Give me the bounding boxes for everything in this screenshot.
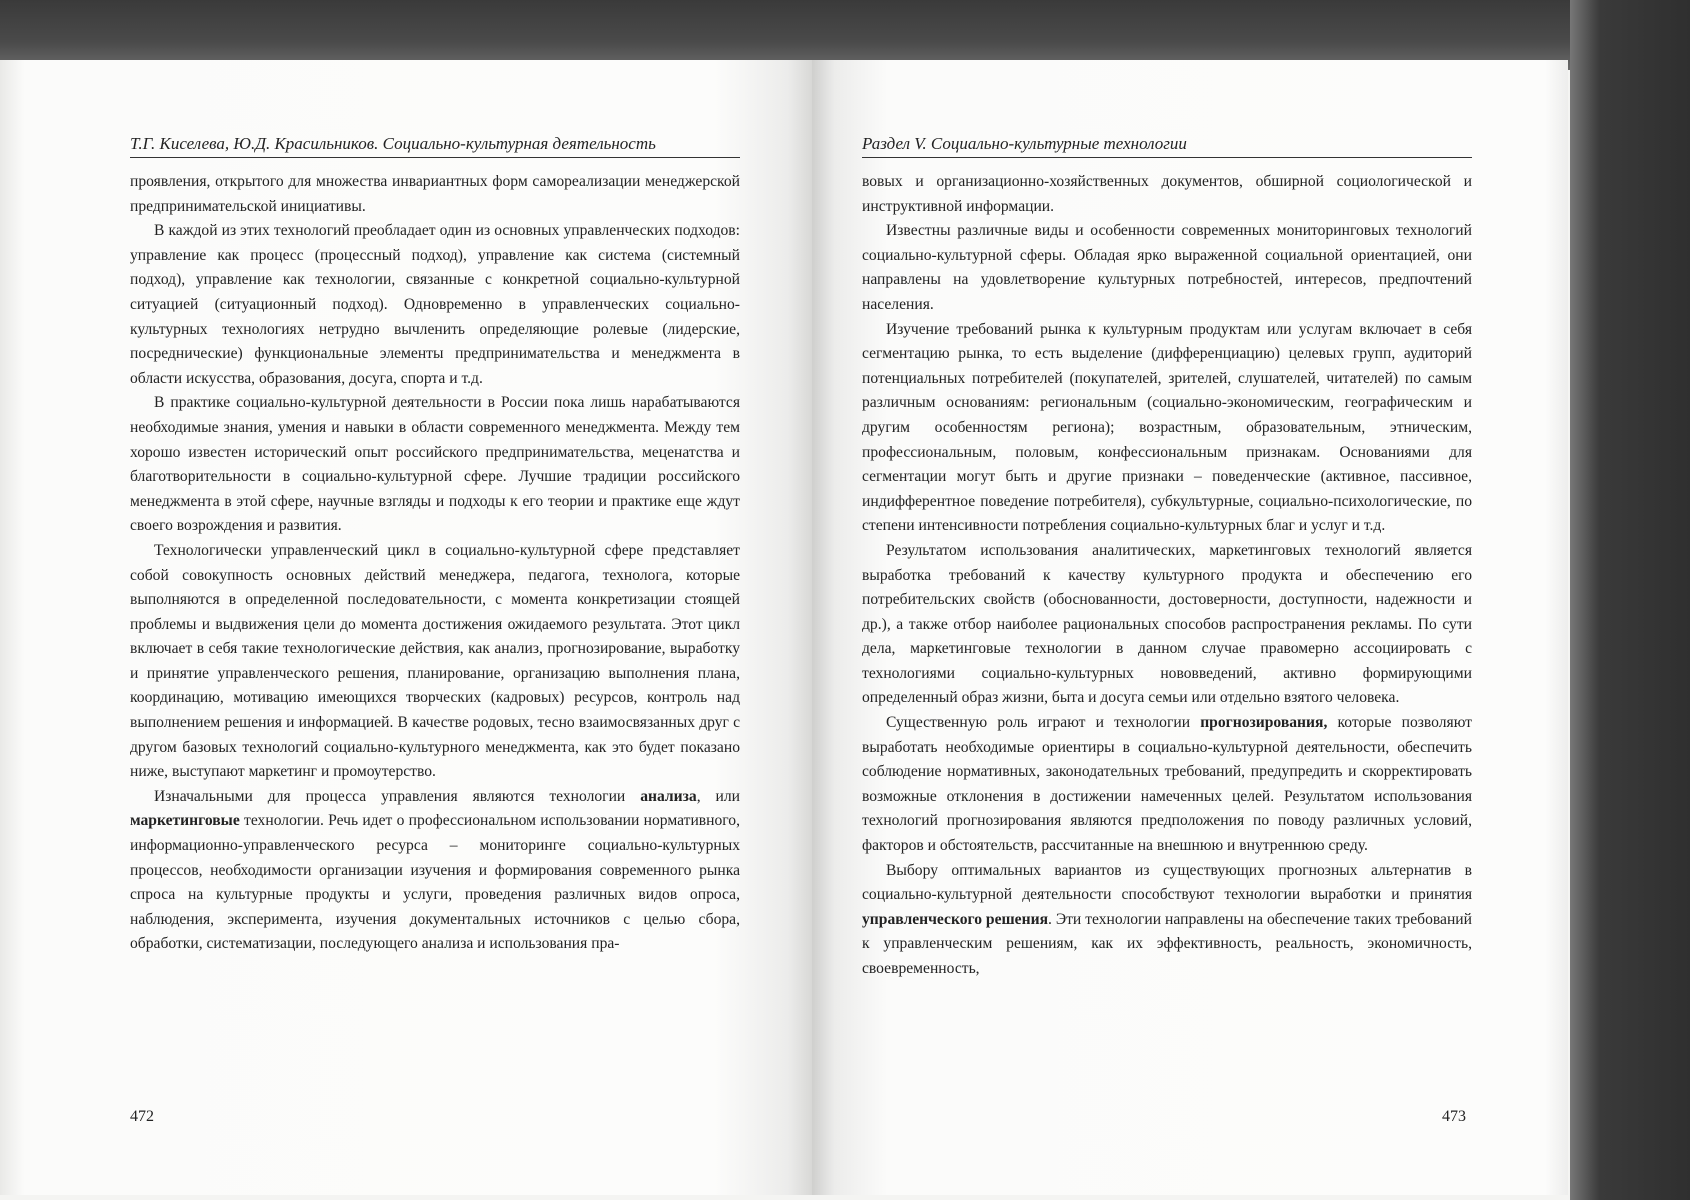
left-page-number: 472 xyxy=(130,1108,154,1125)
left-paragraph-5 xyxy=(130,785,740,957)
left-p5-bold-marketing: маркетинговые xyxy=(130,812,240,830)
right-p5-bold-forecasting: прогнозирования, xyxy=(1200,714,1328,732)
right-p6-text-a: Выбору оптимальных вариантов из существующих прогнозных альтернатив в социально-культурной деятельности способствуют технологии выработки и принятия xyxy=(862,861,1472,904)
left-page-text xyxy=(130,170,740,957)
right-p5-text-c: которые позволяют выработать необходимые ориентиры в социально-культурной деятельности, обеспечить соблюдение нормативных, законодательных требований, предупредить и скорректировать возможные отклонения в достижении намеченных целей. Результатом использования технологий прогнозирования являются предположения по поводу различных условий, факторов и обстоятельств, рассчитанные на внешнюю и внутреннюю среду. xyxy=(862,714,1472,855)
right-paragraph-6 xyxy=(862,859,1472,982)
left-page xyxy=(0,60,812,1195)
right-paragraph-3: Изучение требований рынка к культурным продуктам или услугам включает в себя сегментацию рынка, то есть выделение (дифференциацию) целевых групп, аудиторий потенциальных потребителей (покупателей, зрителей, слушателей, читателей) по самым различным основаниям: региональным (социально-экономическим, географическим и другим особенностям региона); возрастным, образовательным, этническим, профессиональным, половым, конфессиональным признакам. Основаниями для сегментации могут быть и другие признаки – поведенческие (активное, пассивное, индифферентное поведение потребителя), субкультурные, социально-психологические, по степени интенсивности потребления социально-культурных благ и услуг и т.д. xyxy=(862,320,1472,535)
right-paragraph-2: Известны различные виды и особенности современных мониторинговых технологий социально-культурной сферы. Обладая ярко выраженной социальной ориентацией, они направлены на удовлетворение культурных потребностей, интересов, предпочтений населения. xyxy=(862,222,1472,313)
left-p5-text-c: , или xyxy=(696,787,740,805)
right-p5-text-a: Существенную роль играют и технологии xyxy=(886,714,1201,732)
left-paragraph-4: Технологически управленческий цикл в социально-культурной сфере представляет собой совокупность основных действий менеджера, педагога, технолога, которые выполняются в определенной последовательности, с момента конкретизации стоящей проблемы и выдвижения цели до момента достижения ожидаемого результата. Этот цикл включает в себя такие технологические действия, как анализ, прогнозирование, выработку и принятие управленческого решения, планирование, организацию выполнения плана, координацию, мотивацию имеющихся творческих (кадровых) ресурсов, контроль над выполнением решения и информацией. В качестве родовых, тесно взаимосвязанных друг с другом базовых технологий социально-культурного менеджмента, как это будет показано ниже, выступают маркетинг и промоутерство. xyxy=(130,541,740,781)
left-paragraph-2: В каждой из этих технологий преобладает один из основных управленческих подходов: управление как процесс (процессный подход), управление как система (системный подход), управление как технологии, связанные с конкретной социально-культурной ситуацией (ситуационный подход). Одновременно в управленческих социально-культурных технологиях нетрудно вычленить определяющие ролевые (лидерские, посреднические) функциональные элементы предпринимательства и менеджмента в области искусства, образования, досуга, спорта и т.д. xyxy=(130,222,740,387)
left-p5-bold-analysis: анализа xyxy=(640,787,697,805)
right-paragraph-4: Результатом использования аналитических, маркетинговых технологий является выработка требований к качеству культурного продукта и обеспечению его потребительских свойств (обоснованности, достоверности, доступности, надежности и др.), а также отбор наиболее рациональных способов распространения рекламы. По сути дела, маркетинговые технологии в данном случае правомерно ассоциировать с технологиями социально-культурных нововведений, активно формирующими определенный образ жизни, быта и досуга семьи или отдельно взятого человека. xyxy=(862,541,1472,707)
left-running-head: Т.Г. Киселева, Ю.Д. Красильников. Социально-культурная деятельность xyxy=(130,134,740,158)
right-running-head: Раздел V. Социально-культурные технологии xyxy=(862,134,1472,158)
left-p5-text-d: технологии. Речь идет о профессиональном использовании нормативного, информационно-управленческого ресурса – мониторинге социально-культурных процессов, необходимости организации изучения и формирования современного рынка спроса на культурные продукты и услуги, проведения различных видов опроса, наблюдения, эксперимента, изучения документальных источников с целью сбора, обработки, систематизации, последующего анализа и использования пра- xyxy=(130,812,740,953)
left-paragraph-3: В практике социально-культурной деятельности в России пока лишь нарабатываются необходимые знания, умения и навыки в области современного менеджмента. Между тем хорошо известен исторический опыт российского предпринимательства, меценатства и благотворительности в социально-культурной сфере. Лучшие традиции российского менеджмента в этой сфере, научные взгляды и подходы к его теории и практике еще ждут своего возрождения и развития. xyxy=(130,394,740,535)
right-p6-text-c: . Эти технологии направлены на обеспечение таких требований к управленческим решениям, как их эффективность, реальность, экономичность, своевременность, xyxy=(862,910,1472,977)
right-page xyxy=(812,60,1568,1195)
left-paragraph-1: проявления, открытого для множества инвариантных форм самореализации менеджерской предпринимательской инициативы. xyxy=(130,173,740,215)
right-p6-bold-decision: управленческого решения xyxy=(862,910,1049,928)
right-page-text xyxy=(862,170,1472,982)
left-p5-text-a: Изначальными для процесса управления являются технологии xyxy=(154,787,641,805)
right-paragraph-1: вовых и организационно-хозяйственных документов, обширной социологической и инструктивной информации. xyxy=(862,173,1472,215)
right-page-number: 473 xyxy=(1442,1108,1466,1125)
scan-right-edge xyxy=(1570,0,1690,1200)
right-paragraph-5 xyxy=(862,711,1472,859)
